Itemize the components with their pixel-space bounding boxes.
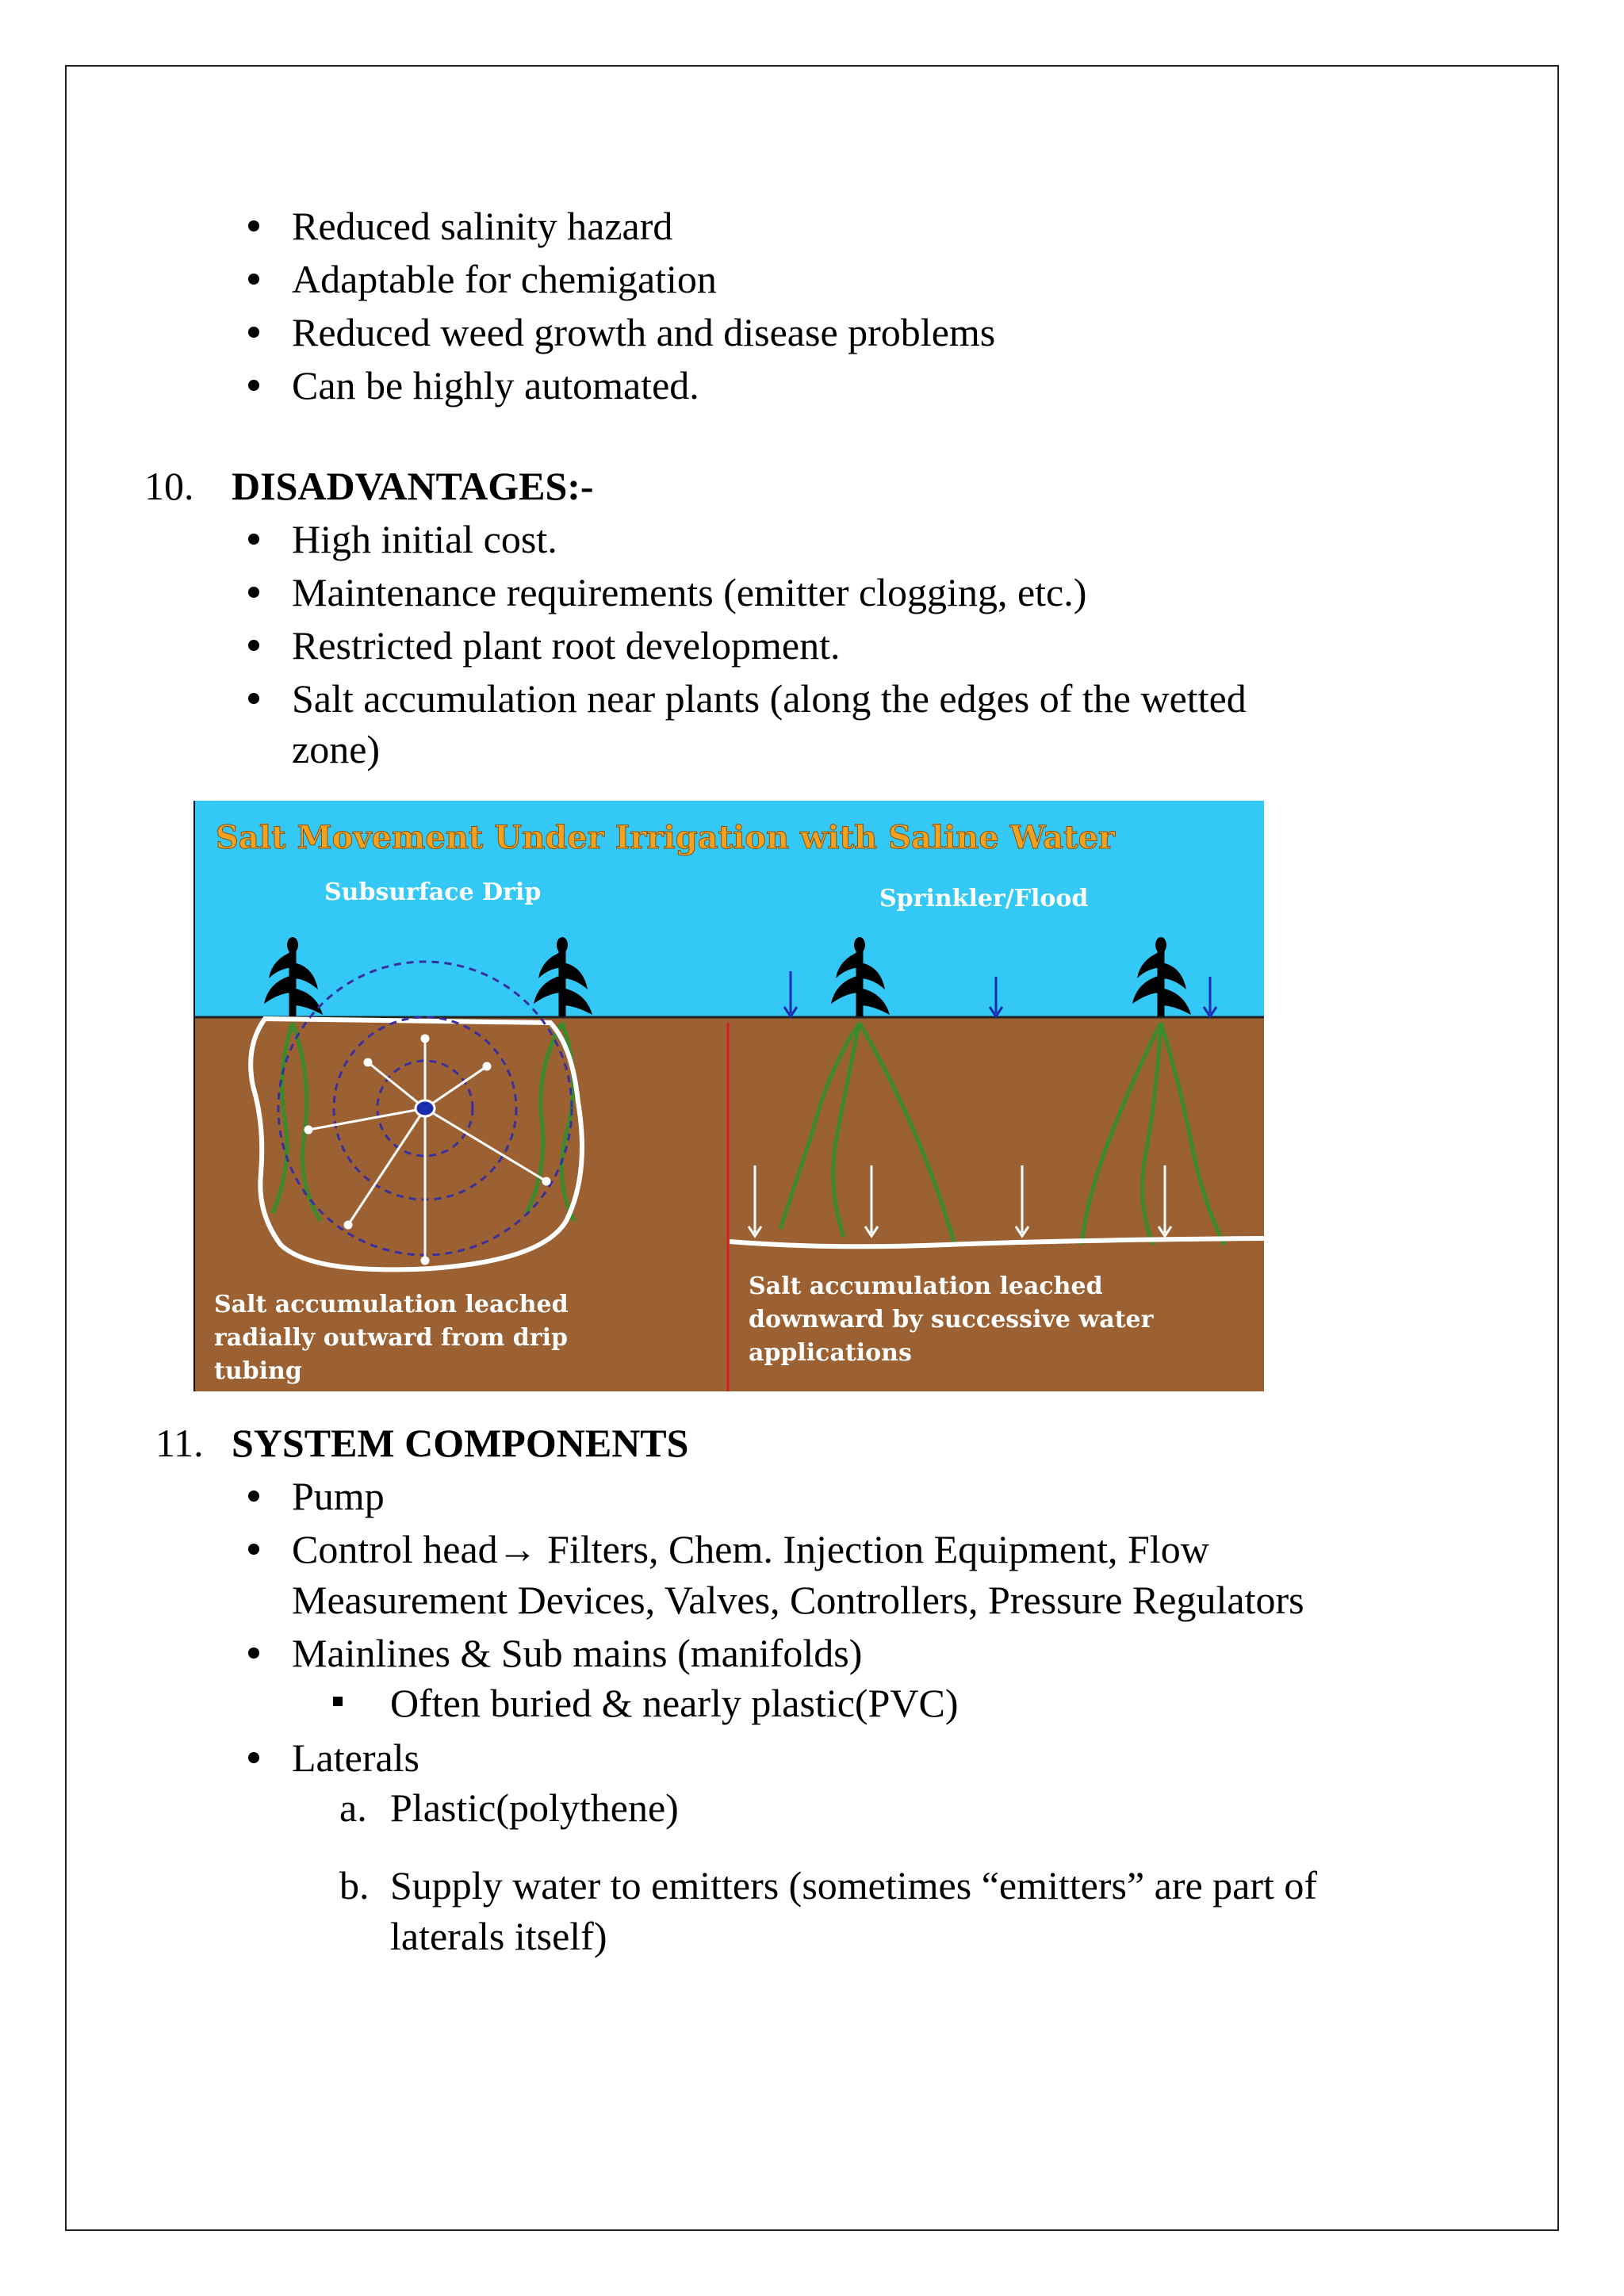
component-item-continued: Measurement Devices, Valves, Controllers, Pressure Regulators: [292, 1578, 1304, 1622]
right-caption: applications: [749, 1339, 912, 1367]
disadvantage-item-continued: zone): [292, 727, 381, 771]
disadvantage-item: Maintenance requirements (emitter clogging, etc.): [292, 570, 1087, 614]
bullet: [248, 1647, 259, 1659]
right-caption: downward by successive water: [749, 1306, 1154, 1334]
component-item: Pump: [292, 1474, 385, 1518]
component-item: Control head→ Filters, Chem. Injection Equipment, Flow: [292, 1527, 1209, 1571]
sprinkler-flood-label: Sprinkler/Flood: [879, 885, 1089, 913]
left-caption: tubing: [214, 1357, 302, 1385]
component-subitem: Plastic(polythene): [390, 1785, 679, 1830]
disadvantage-item: High initial cost.: [292, 517, 557, 561]
bullet: [248, 693, 259, 704]
section-heading: DISADVANTAGES:-: [232, 464, 594, 508]
disadvantage-item: Restricted plant root development.: [292, 623, 841, 668]
bullet: [248, 1544, 259, 1555]
bullet: [248, 220, 259, 232]
advantage-item: Reduced salinity hazard: [292, 204, 673, 248]
section-number: 11.: [155, 1421, 204, 1465]
bullet: [248, 380, 259, 391]
right-caption: Salt accumulation leached: [749, 1272, 1103, 1300]
component-subitem: Often buried & nearly plastic(PVC): [390, 1681, 959, 1725]
bullet: [248, 327, 259, 338]
bullet: [248, 1752, 259, 1763]
component-subitem: Supply water to emitters (sometimes “emitters” are part of: [390, 1863, 1318, 1908]
left-caption: Salt accumulation leached: [214, 1291, 569, 1318]
list-marker: a.: [339, 1785, 367, 1830]
disadvantage-item: Salt accumulation near plants (along the edges of the wetted: [292, 676, 1247, 721]
section-number: 10.: [144, 464, 194, 508]
figure-title: Salt Movement Under Irrigation with Saline Water: [216, 819, 1116, 856]
square-bullet: [333, 1697, 343, 1706]
section-heading: SYSTEM COMPONENTS: [232, 1421, 689, 1465]
drip-tube-emitter: [416, 1100, 435, 1116]
advantage-item: Reduced weed growth and disease problems: [292, 310, 996, 354]
bullet: [248, 640, 259, 651]
advantage-item: Adaptable for chemigation: [292, 257, 717, 301]
bullet: [248, 1490, 259, 1502]
bullet: [248, 274, 259, 285]
list-marker: b.: [339, 1863, 370, 1908]
subsurface-drip-label: Subsurface Drip: [324, 878, 542, 906]
component-item: Laterals: [292, 1735, 420, 1780]
component-item: Mainlines & Sub mains (manifolds): [292, 1631, 863, 1675]
salt-movement-figure: [193, 801, 1264, 1391]
component-subitem-continued: laterals itself): [390, 1914, 607, 1958]
bullet: [248, 534, 259, 545]
bullet: [248, 587, 259, 598]
advantage-item: Can be highly automated.: [292, 363, 699, 408]
left-caption: radially outward from drip: [214, 1324, 568, 1352]
